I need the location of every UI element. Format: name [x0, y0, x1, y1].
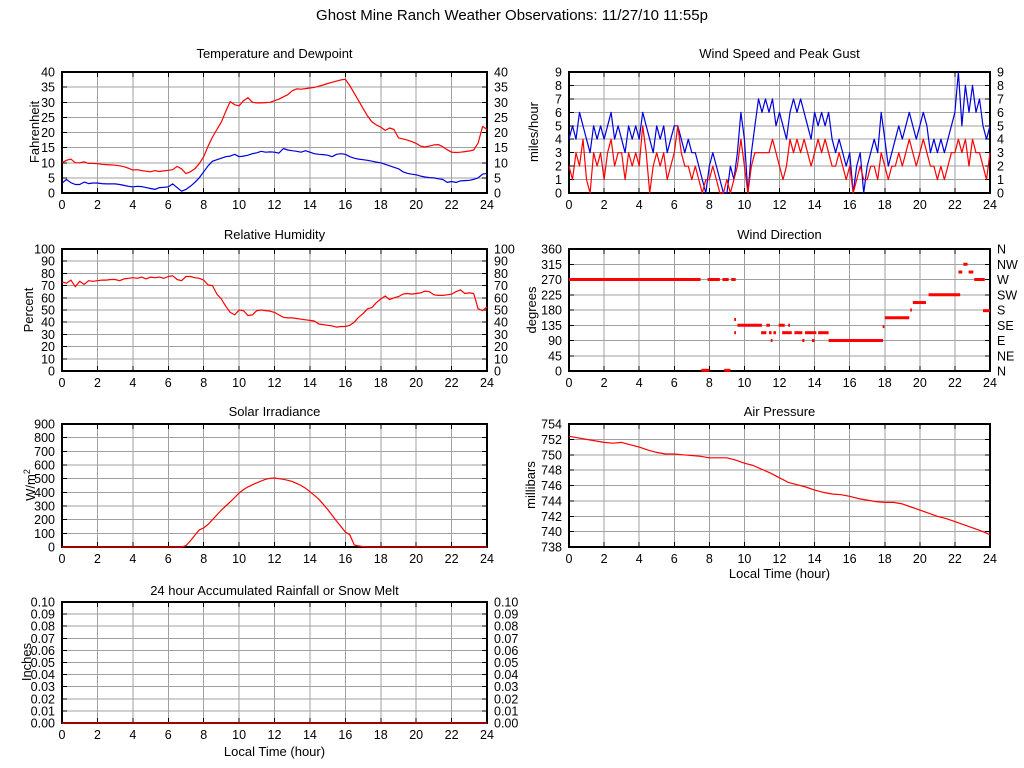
svg-text:0: 0: [565, 376, 573, 390]
svg-text:5: 5: [494, 171, 501, 186]
svg-text:2: 2: [93, 728, 101, 742]
svg-text:0.03: 0.03: [30, 680, 55, 695]
svg-text:0.05: 0.05: [494, 656, 519, 670]
temperature-dewpoint-plot: [0, 30, 512, 215]
svg-text:16: 16: [338, 728, 353, 742]
svg-text:0.02: 0.02: [30, 692, 55, 707]
svg-text:0.03: 0.03: [494, 680, 519, 695]
svg-text:20: 20: [494, 126, 508, 140]
svg-text:15: 15: [494, 141, 508, 156]
svg-text:40: 40: [494, 315, 508, 330]
svg-text:6: 6: [164, 552, 172, 566]
svg-text:8: 8: [200, 376, 208, 390]
svg-text:3: 3: [997, 146, 1004, 161]
page-title: Ghost Mine Ranch Weather Observations: 11/27/10 11:55p: [316, 7, 708, 24]
svg-text:8: 8: [705, 376, 713, 390]
svg-text:7: 7: [997, 92, 1004, 107]
svg-text:20: 20: [912, 376, 927, 390]
svg-text:360: 360: [541, 242, 562, 257]
svg-text:2: 2: [93, 198, 101, 212]
svg-text:0: 0: [565, 552, 573, 566]
svg-text:16: 16: [842, 552, 857, 566]
svg-text:90: 90: [494, 254, 508, 269]
chart-title-temperature-dewpoint: Temperature and Dewpoint: [196, 46, 353, 61]
svg-text:10: 10: [494, 156, 508, 171]
svg-text:12: 12: [267, 728, 282, 742]
svg-text:10: 10: [232, 552, 247, 566]
svg-text:18: 18: [373, 552, 388, 566]
svg-text:8: 8: [705, 198, 713, 212]
relative-humidity-plot: [0, 215, 515, 390]
svg-text:3: 3: [555, 146, 562, 161]
svg-text:8: 8: [200, 198, 208, 212]
svg-text:6: 6: [670, 376, 678, 390]
svg-text:0.01: 0.01: [494, 704, 519, 719]
svg-text:10: 10: [232, 198, 247, 212]
svg-text:8: 8: [200, 728, 208, 742]
svg-text:270: 270: [541, 273, 562, 287]
svg-text:24: 24: [480, 198, 494, 212]
chart-title-air-pressure: Air Pressure: [743, 404, 816, 419]
svg-text:40: 40: [494, 65, 508, 80]
svg-text:18: 18: [373, 728, 388, 742]
svg-text:12: 12: [772, 376, 787, 390]
svg-text:740: 740: [541, 525, 562, 540]
svg-text:50: 50: [41, 303, 55, 318]
svg-text:6: 6: [670, 552, 678, 566]
svg-text:16: 16: [338, 552, 353, 566]
svg-text:5: 5: [48, 171, 55, 186]
svg-text:0.07: 0.07: [494, 631, 519, 646]
air-pressure-plot: [512, 390, 1024, 580]
svg-text:0: 0: [997, 186, 1004, 201]
svg-text:20: 20: [41, 126, 55, 140]
svg-text:18: 18: [877, 198, 892, 212]
chart-title-solar-irradiance: Solar Irradiance: [228, 404, 321, 419]
svg-text:2: 2: [93, 376, 101, 390]
svg-text:22: 22: [947, 552, 962, 566]
svg-text:500: 500: [34, 472, 55, 487]
svg-text:4: 4: [635, 376, 643, 390]
svg-text:0: 0: [58, 728, 66, 742]
svg-text:12: 12: [267, 198, 282, 212]
chart-title-wind-direction: Wind Direction: [737, 227, 822, 242]
svg-text:742: 742: [541, 509, 562, 524]
svg-text:4: 4: [129, 728, 137, 742]
svg-text:0: 0: [48, 364, 55, 379]
svg-text:22: 22: [444, 198, 459, 212]
svg-text:750: 750: [541, 448, 562, 463]
svg-text:0.09: 0.09: [30, 607, 55, 622]
svg-text:0.06: 0.06: [30, 643, 55, 658]
svg-text:10: 10: [494, 352, 508, 367]
svg-text:754: 754: [541, 417, 562, 432]
svg-text:12: 12: [772, 198, 787, 212]
svg-text:6: 6: [164, 198, 172, 212]
svg-text:18: 18: [373, 376, 388, 390]
chart-temperature-dewpoint: Temperature and Dewpoint Fahrenheit 0 2 4 6 8 10 12 14 16 18 20 22 24 0 0 5 5 10 10 15 15 20 20 25 25 30 30 35 35 40 40: [0, 30, 512, 215]
svg-text:0: 0: [494, 364, 501, 379]
svg-text:135: 135: [541, 318, 562, 333]
svg-text:18: 18: [877, 552, 892, 566]
svg-text:24: 24: [480, 552, 494, 566]
svg-text:30: 30: [494, 95, 508, 110]
svg-text:0: 0: [58, 198, 66, 212]
svg-text:315: 315: [541, 257, 562, 272]
svg-text:35: 35: [41, 80, 55, 95]
svg-text:12: 12: [267, 552, 282, 566]
svg-text:6: 6: [164, 728, 172, 742]
chart-relative-humidity: Relative Humidity Percent 0 2 4 6 8 10 12 14 16 18 20 22 24 0 0 10 10 20 20 30 30 40 40 50 50 60 60 70 70 80 80 90 90 100 100: [0, 215, 512, 390]
svg-text:6: 6: [670, 198, 678, 212]
svg-text:16: 16: [842, 198, 857, 212]
svg-text:6: 6: [164, 376, 172, 390]
svg-text:200: 200: [34, 513, 55, 528]
x-axis-label-local-time: Local Time (hour): [223, 744, 326, 759]
svg-text:4: 4: [997, 132, 1004, 147]
svg-text:SW: SW: [997, 288, 1018, 303]
svg-text:90: 90: [41, 254, 55, 269]
svg-text:100: 100: [34, 526, 55, 541]
svg-text:4: 4: [635, 552, 643, 566]
svg-text:18: 18: [877, 376, 892, 390]
svg-text:225: 225: [541, 288, 562, 303]
svg-text:45: 45: [548, 349, 562, 364]
svg-text:0.01: 0.01: [30, 704, 55, 719]
svg-text:8: 8: [555, 78, 562, 93]
svg-text:0: 0: [555, 186, 562, 201]
svg-text:E: E: [997, 334, 1006, 348]
svg-text:20: 20: [41, 340, 55, 355]
svg-text:60: 60: [494, 291, 508, 306]
svg-text:0.00: 0.00: [494, 716, 519, 731]
svg-text:0: 0: [58, 552, 66, 566]
svg-text:0: 0: [48, 186, 55, 201]
chart-wind-speed-gust: Wind Speed and Peak Gust miles/hour 0 2 4 6 8 10 12 14 16 18 20 22 24 0 0 1 1 2 2 3 3 4 4 5 5 6 6 7 7 8 8 9 9: [512, 30, 1024, 215]
svg-text:8: 8: [997, 78, 1004, 93]
svg-text:30: 30: [41, 327, 55, 342]
svg-text:40: 40: [41, 65, 55, 80]
svg-text:24: 24: [480, 376, 494, 390]
svg-text:22: 22: [444, 376, 459, 390]
svg-text:14: 14: [302, 376, 317, 390]
svg-text:800: 800: [34, 431, 55, 446]
svg-text:24: 24: [983, 552, 997, 566]
svg-text:2: 2: [600, 198, 608, 212]
svg-text:20: 20: [409, 376, 424, 390]
svg-text:SE: SE: [997, 318, 1014, 333]
svg-text:20: 20: [409, 198, 424, 212]
svg-text:1: 1: [555, 173, 562, 188]
svg-text:8: 8: [200, 552, 208, 566]
svg-text:22: 22: [444, 552, 459, 566]
svg-text:NE: NE: [997, 349, 1015, 364]
svg-text:400: 400: [34, 485, 55, 500]
chart-title-wind-speed-gust: Wind Speed and Peak Gust: [699, 46, 860, 61]
svg-text:6: 6: [997, 105, 1004, 120]
chart-air-pressure: Air Pressure millibars Local Time (hour) 0 2 4 6 8 10 12 14 16 18 20 22 24 738 740 742 744 746 748 750 752 754: [512, 390, 1024, 580]
svg-text:180: 180: [541, 303, 562, 318]
svg-text:N: N: [997, 242, 1007, 257]
svg-text:10: 10: [737, 198, 752, 212]
svg-text:0: 0: [555, 364, 562, 379]
svg-text:24: 24: [983, 198, 997, 212]
svg-text:14: 14: [302, 728, 317, 742]
svg-text:10: 10: [737, 376, 752, 390]
svg-text:752: 752: [541, 432, 562, 447]
solar-irradiance-plot: [0, 390, 512, 580]
svg-text:10: 10: [232, 376, 247, 390]
svg-text:22: 22: [947, 198, 962, 212]
svg-text:2: 2: [93, 552, 101, 566]
x-axis-label-local-time: Local Time (hour): [728, 566, 831, 581]
svg-text:NW: NW: [997, 257, 1018, 272]
svg-text:0.04: 0.04: [30, 668, 55, 683]
svg-text:4: 4: [129, 376, 137, 390]
svg-text:80: 80: [494, 266, 508, 281]
svg-text:12: 12: [772, 552, 787, 566]
svg-text:300: 300: [34, 499, 55, 514]
svg-text:24: 24: [983, 376, 997, 390]
svg-text:20: 20: [409, 728, 424, 742]
svg-text:0.10: 0.10: [494, 595, 519, 610]
svg-text:0: 0: [48, 540, 55, 555]
svg-text:746: 746: [541, 479, 562, 493]
svg-text:8: 8: [705, 552, 713, 566]
svg-text:16: 16: [338, 376, 353, 390]
svg-text:12: 12: [267, 376, 282, 390]
svg-text:4: 4: [129, 552, 137, 566]
svg-text:30: 30: [41, 95, 55, 110]
svg-text:738: 738: [541, 540, 562, 555]
svg-text:70: 70: [41, 279, 55, 294]
chart-title-rainfall: 24 hour Accumulated Rainfall or Snow Melt: [150, 583, 399, 598]
svg-text:0.08: 0.08: [494, 619, 519, 634]
svg-text:22: 22: [947, 376, 962, 390]
svg-text:7: 7: [555, 92, 562, 107]
wind-direction-plot: [512, 215, 1024, 390]
svg-text:10: 10: [41, 156, 55, 171]
svg-text:14: 14: [807, 376, 822, 390]
svg-text:N: N: [997, 364, 1007, 379]
rainfall-plot: [0, 580, 519, 768]
svg-text:748: 748: [541, 463, 562, 478]
svg-text:40: 40: [41, 315, 55, 330]
svg-text:0: 0: [58, 376, 66, 390]
svg-text:0.06: 0.06: [494, 643, 519, 658]
svg-text:0: 0: [494, 186, 501, 201]
svg-text:0.05: 0.05: [30, 656, 55, 670]
svg-text:W: W: [997, 273, 1009, 287]
svg-text:0.07: 0.07: [30, 631, 55, 646]
svg-text:25: 25: [41, 110, 55, 125]
svg-text:20: 20: [409, 552, 424, 566]
svg-text:744: 744: [541, 494, 562, 509]
svg-text:16: 16: [338, 198, 353, 212]
svg-text:18: 18: [373, 198, 388, 212]
chart-title-relative-humidity: Relative Humidity: [223, 227, 326, 242]
svg-text:5: 5: [997, 119, 1004, 134]
svg-text:0.02: 0.02: [494, 692, 519, 707]
svg-text:2: 2: [600, 552, 608, 566]
svg-text:15: 15: [41, 141, 55, 156]
svg-text:0.10: 0.10: [30, 595, 55, 610]
svg-text:35: 35: [494, 80, 508, 95]
svg-text:70: 70: [494, 279, 508, 294]
svg-text:14: 14: [302, 552, 317, 566]
svg-text:0.08: 0.08: [30, 619, 55, 634]
svg-text:80: 80: [41, 266, 55, 281]
svg-text:30: 30: [494, 327, 508, 342]
wind-speed-gust-plot: [512, 30, 1024, 215]
svg-text:10: 10: [737, 552, 752, 566]
svg-text:900: 900: [34, 417, 55, 432]
svg-text:14: 14: [807, 552, 822, 566]
svg-text:20: 20: [494, 340, 508, 355]
svg-text:S: S: [997, 303, 1006, 318]
svg-text:4: 4: [129, 198, 137, 212]
chart-rainfall: 24 hour Accumulated Rainfall or Snow Melt Inches Local Time (hour) 0 2 4 6 8 10 12 14 16 18 20 22 24 0.00 0.00 0.01 0.01 0.02 0.02 0.03 0.03 0.04 0.04 0.05 0.05 0.06 0.06 0.07 0.07 0.08 0.08 0.09 0.09 0.10 0.10: [0, 580, 512, 768]
svg-text:0.04: 0.04: [494, 668, 519, 683]
svg-text:2: 2: [997, 159, 1004, 174]
svg-text:60: 60: [41, 291, 55, 306]
svg-text:0.09: 0.09: [494, 607, 519, 622]
svg-text:2: 2: [600, 376, 608, 390]
svg-text:25: 25: [494, 110, 508, 125]
svg-text:90: 90: [548, 334, 562, 348]
svg-text:0: 0: [565, 198, 573, 212]
svg-text:20: 20: [912, 198, 927, 212]
svg-text:600: 600: [34, 458, 55, 473]
svg-text:0.00: 0.00: [30, 716, 55, 731]
svg-text:700: 700: [34, 444, 55, 459]
svg-text:20: 20: [912, 552, 927, 566]
svg-text:1: 1: [997, 173, 1004, 188]
svg-text:4: 4: [635, 198, 643, 212]
svg-text:14: 14: [807, 198, 822, 212]
svg-text:24: 24: [480, 728, 494, 742]
svg-text:14: 14: [302, 198, 317, 212]
svg-text:16: 16: [842, 376, 857, 390]
svg-text:10: 10: [41, 352, 55, 367]
chart-wind-direction: Wind Direction degrees 0 2 4 6 8 10 12 14 16 18 20 22 24 0 N 45 NE 90 E 135 SE 180 S 225 SW 270 W 315 NW 360 N: [512, 215, 1024, 390]
svg-text:9: 9: [997, 65, 1004, 80]
svg-text:50: 50: [494, 303, 508, 318]
svg-text:9: 9: [555, 65, 562, 80]
svg-text:22: 22: [444, 728, 459, 742]
svg-text:10: 10: [232, 728, 247, 742]
svg-text:5: 5: [555, 119, 562, 134]
chart-solar-irradiance: Solar Irradiance $W/m^2$ 0 2 4 6 8 10 12 14 16 18 20 22 24 0 100 200 300 400 500 600 700 800 900: [0, 390, 512, 580]
svg-text:100: 100: [494, 242, 515, 257]
svg-text:6: 6: [555, 105, 562, 120]
svg-text:100: 100: [34, 242, 55, 257]
svg-text:2: 2: [555, 159, 562, 174]
svg-text:4: 4: [555, 132, 562, 147]
